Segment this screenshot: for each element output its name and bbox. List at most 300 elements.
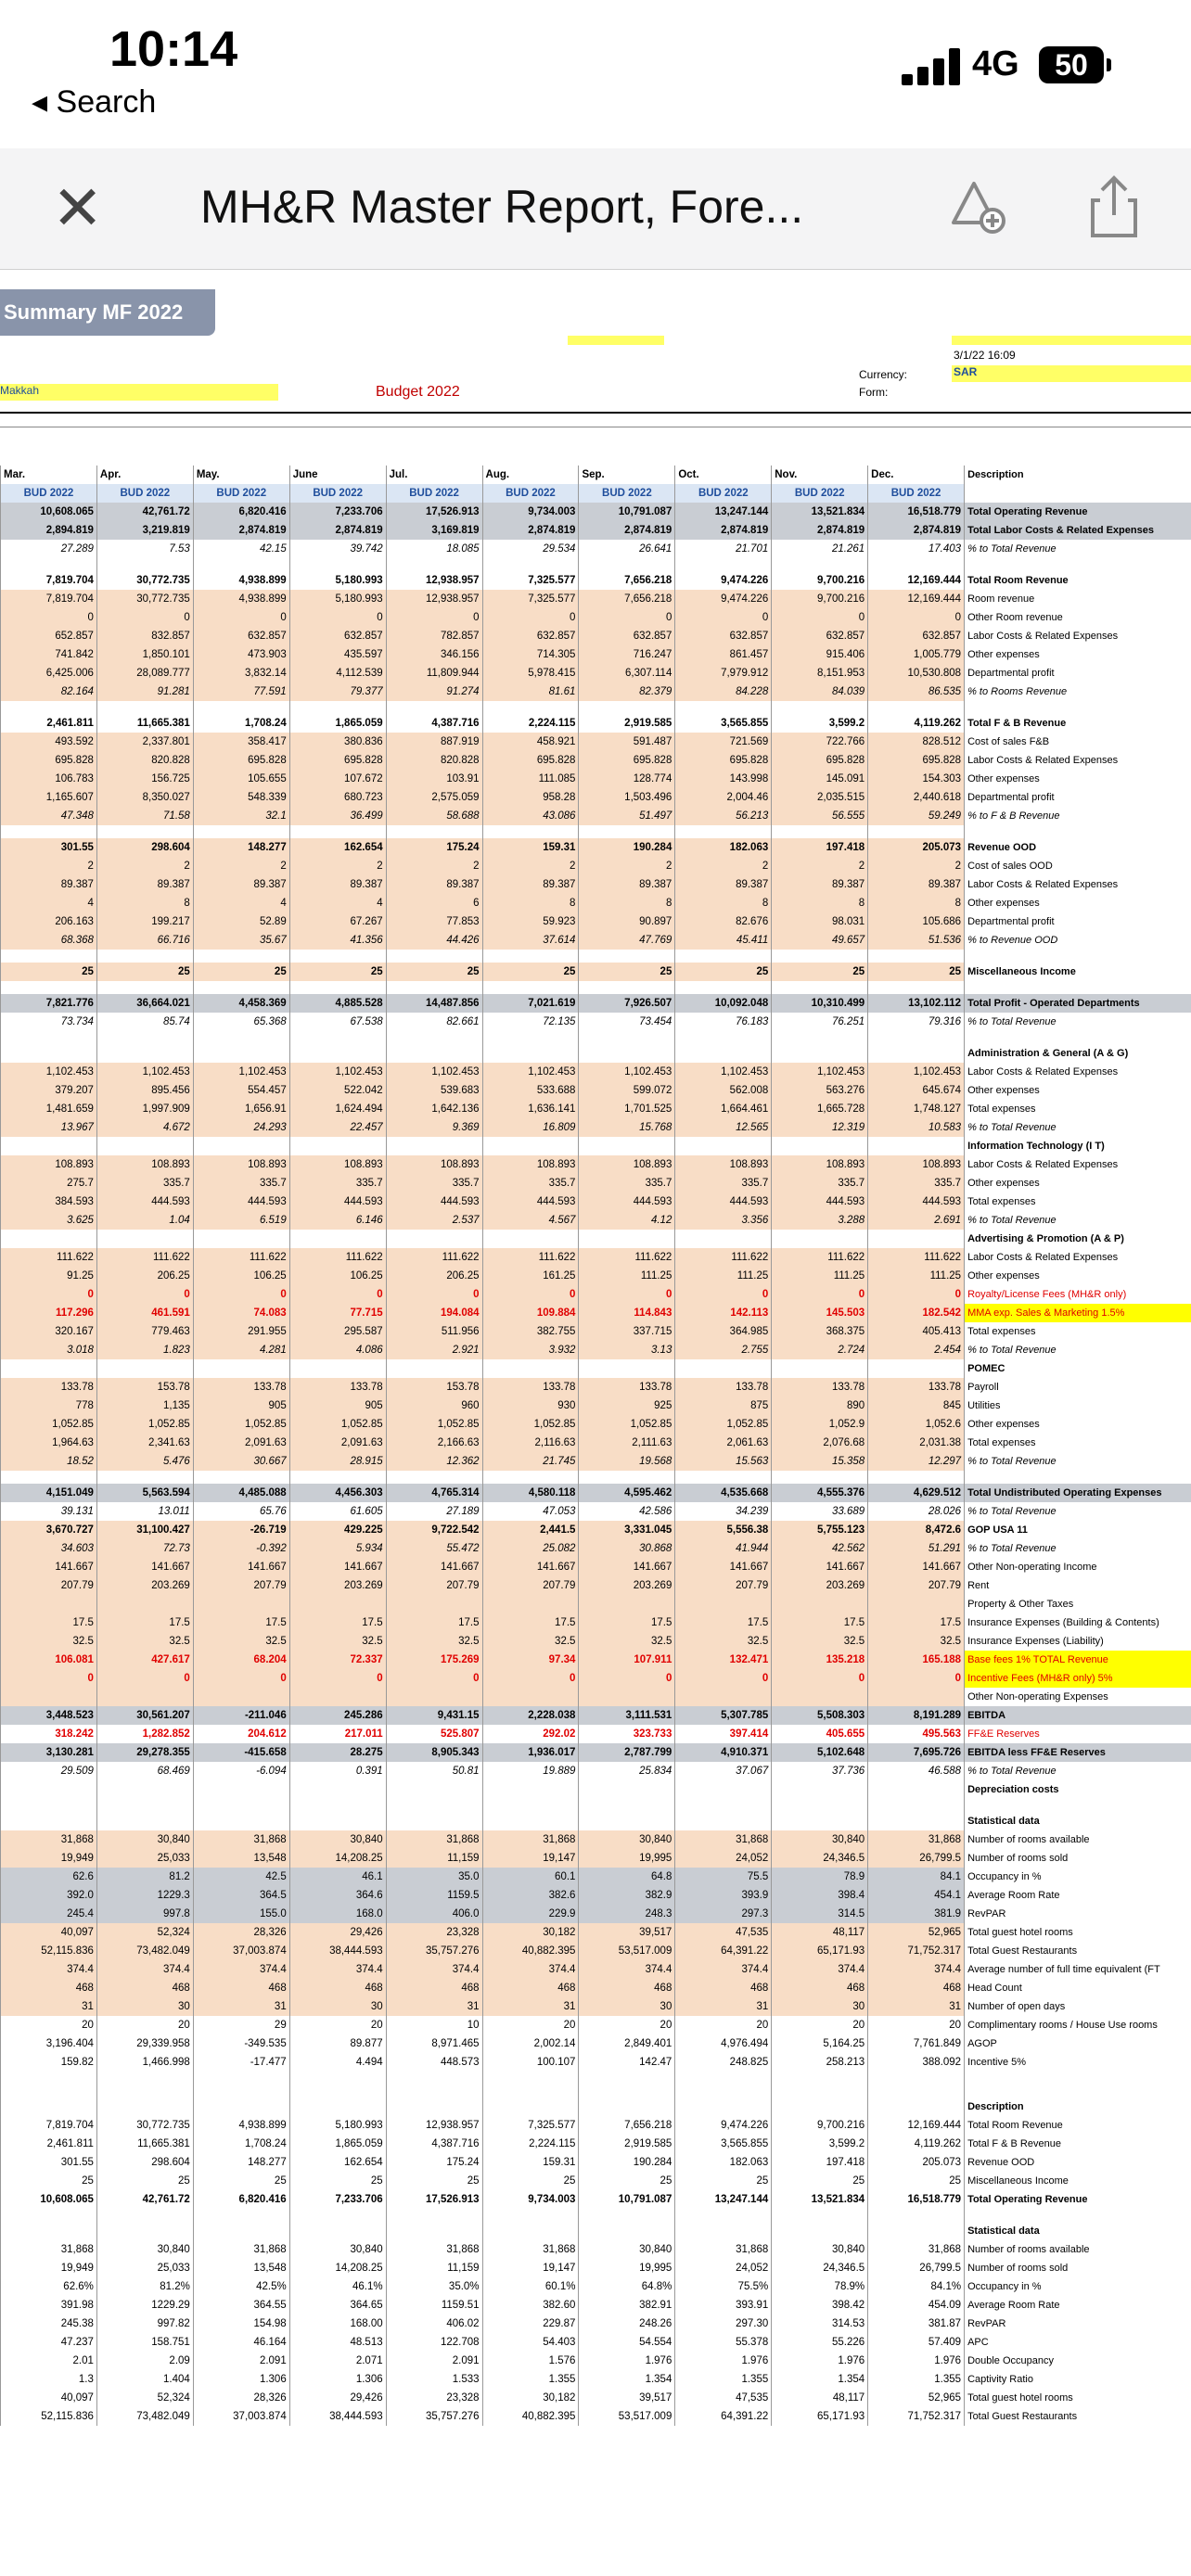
table-cell: 85.74: [96, 1013, 193, 1031]
blank-cell: [579, 950, 675, 963]
blank-cell: [675, 950, 772, 963]
table-cell: 9,700.216: [772, 2116, 868, 2135]
table-cell: 64,391.22: [675, 2407, 772, 2426]
budget-column-label: BUD 2022: [386, 484, 482, 503]
table-cell: 599.072: [579, 1081, 675, 1100]
table-cell: 632.857: [579, 627, 675, 645]
table-cell: 72.135: [482, 1013, 579, 1031]
table-cell: 1,701.525: [579, 1100, 675, 1118]
table-cell: 133.78: [579, 1378, 675, 1396]
table-cell: 1.04: [96, 1211, 193, 1230]
table-cell: 161.25: [482, 1267, 579, 1285]
table-cell: 405.655: [772, 1725, 868, 1743]
close-icon[interactable]: ✕: [52, 173, 104, 242]
table-cell: 25: [579, 2172, 675, 2190]
table-row: [1, 1452, 1191, 1471]
table-cell: 111.622: [289, 1248, 386, 1267]
blank-cell: [965, 2085, 1191, 2098]
blank-cell: [675, 1799, 772, 1812]
table-cell: 31: [193, 1997, 289, 2016]
table-cell: 133.78: [193, 1378, 289, 1396]
table-cell: 25: [675, 2172, 772, 2190]
table-row: [1, 1248, 1191, 1267]
table-cell: [482, 1595, 579, 1613]
table-cell: 429.225: [289, 1521, 386, 1539]
table-cell: 1,102.453: [1, 1063, 97, 1081]
blank-cell: [579, 1031, 675, 1044]
blank-cell: [193, 1031, 289, 1044]
table-cell: 29,339.958: [96, 2034, 193, 2053]
table-row: [1, 1905, 1191, 1923]
table-cell: 17.5: [1, 1613, 97, 1632]
blank-row: [1, 2072, 1191, 2085]
table-cell: 78.9: [772, 1868, 868, 1886]
blank-cell: [482, 825, 579, 838]
table-cell: 905: [193, 1396, 289, 1415]
table-cell: 695.828: [1, 751, 97, 770]
table-cell: 820.828: [96, 751, 193, 770]
table-cell: 8,350.027: [96, 788, 193, 807]
table-cell: 382.755: [482, 1322, 579, 1341]
row-description: Occupancy in %: [965, 2277, 1191, 2296]
table-cell: 17.5: [193, 1613, 289, 1632]
blank-cell: [965, 2209, 1191, 2222]
table-cell: 314.53: [772, 2315, 868, 2333]
row-description: GOP USA 11: [965, 1521, 1191, 1539]
table-cell: 314.5: [772, 1905, 868, 1923]
table-cell: 25: [193, 2172, 289, 2190]
share-icon[interactable]: [1082, 174, 1146, 239]
table-cell: 6: [386, 894, 482, 912]
table-row: [1, 788, 1191, 807]
table-cell: [96, 1044, 193, 1063]
spreadsheet-viewer[interactable]: [0, 284, 1191, 2576]
table-cell: 52,324: [96, 1923, 193, 1942]
table-cell: 133.78: [482, 1378, 579, 1396]
table-cell: 106.25: [193, 1267, 289, 1285]
table-cell: [96, 1595, 193, 1613]
table-cell: 13,548: [193, 1849, 289, 1868]
table-cell: 3,169.819: [386, 521, 482, 540]
table-cell: 30,840: [96, 2240, 193, 2259]
blank-cell: [772, 2072, 868, 2085]
table-cell: 632.857: [868, 627, 965, 645]
table-cell: 2: [193, 857, 289, 875]
table-cell: 832.857: [96, 627, 193, 645]
table-cell: 11,665.381: [96, 2135, 193, 2153]
table-cell: 2,919.585: [579, 714, 675, 733]
table-cell: 9,431.15: [386, 1706, 482, 1725]
row-description: % to F & B Revenue: [965, 807, 1191, 825]
top-yellow-field: [568, 336, 664, 345]
budget-column-label: BUD 2022: [289, 484, 386, 503]
table-cell: 1.976: [579, 2352, 675, 2370]
row-description: Other expenses: [965, 645, 1191, 664]
table-cell: 35,757.276: [386, 2407, 482, 2426]
table-row: [1, 1013, 1191, 1031]
table-cell: 133.78: [675, 1378, 772, 1396]
table-cell: 12,938.957: [386, 571, 482, 590]
table-cell: 335.7: [193, 1174, 289, 1192]
table-cell: 0: [386, 1669, 482, 1688]
blank-cell: [482, 558, 579, 571]
table-cell: 207.79: [193, 1576, 289, 1595]
table-cell: 71,752.317: [868, 1942, 965, 1960]
table-cell: 374.4: [482, 1960, 579, 1979]
table-cell: 17.5: [675, 1613, 772, 1632]
table-cell: 78.9%: [772, 2277, 868, 2296]
table-cell: 468: [579, 1979, 675, 1997]
table-cell: 1229.3: [96, 1886, 193, 1905]
table-cell: 25: [772, 2172, 868, 2190]
table-cell: 337.715: [579, 1322, 675, 1341]
table-cell: [675, 1359, 772, 1378]
table-cell: 1,102.453: [386, 1063, 482, 1081]
table-cell: 108.893: [96, 1155, 193, 1174]
table-cell: 64,391.22: [675, 1942, 772, 1960]
table-row: [1, 2240, 1191, 2259]
table-row: [1, 1780, 1191, 1799]
back-to-search-link[interactable]: ◂ Search: [32, 84, 157, 120]
table-cell: 9,474.226: [675, 590, 772, 608]
sheet-tab[interactable]: Summary MF 2022: [0, 289, 215, 336]
table-cell: 48,117: [772, 1923, 868, 1942]
row-description: % to Revenue OOD: [965, 931, 1191, 950]
table-cell: 20: [96, 2016, 193, 2034]
table-cell: 26.641: [579, 540, 675, 558]
table-cell: 1,282.852: [96, 1725, 193, 1743]
table-cell: 108.893: [868, 1155, 965, 1174]
table-cell: 19,949: [1, 1849, 97, 1868]
table-cell: 1,466.998: [96, 2053, 193, 2072]
table-cell: 19,949: [1, 2259, 97, 2277]
table-cell: 0: [868, 1669, 965, 1688]
column-header: Oct.: [675, 465, 772, 484]
table-cell: 3.356: [675, 1211, 772, 1230]
blank-cell: [965, 981, 1191, 994]
table-row: [1, 838, 1191, 857]
table-cell: 1,481.659: [1, 1100, 97, 1118]
table-cell: 1,052.85: [289, 1415, 386, 1434]
table-cell: [96, 1812, 193, 1830]
table-cell: 3,196.404: [1, 2034, 97, 2053]
table-cell: 2.01: [1, 2352, 97, 2370]
table-cell: 29,426: [289, 2389, 386, 2407]
table-cell: 141.667: [1, 1558, 97, 1576]
table-cell: 695.828: [289, 751, 386, 770]
table-cell: 32.5: [482, 1632, 579, 1651]
table-cell: 55.226: [772, 2333, 868, 2352]
table-row: [1, 1539, 1191, 1558]
table-cell: 73.734: [1, 1013, 97, 1031]
table-cell: 135.218: [772, 1651, 868, 1669]
table-cell: 458.921: [482, 733, 579, 751]
table-cell: 5,307.785: [675, 1706, 772, 1725]
table-cell: 34.239: [675, 1502, 772, 1521]
table-cell: 194.084: [386, 1304, 482, 1322]
table-cell: 1,102.453: [772, 1063, 868, 1081]
row-description: Total Profit - Operated Departments: [965, 994, 1191, 1013]
table-cell: 8: [482, 894, 579, 912]
table-cell: [1, 1230, 97, 1248]
table-cell: 67.538: [289, 1013, 386, 1031]
table-cell: 12.297: [868, 1452, 965, 1471]
table-cell: 35,757.276: [386, 1942, 482, 1960]
table-cell: 7,233.706: [289, 2190, 386, 2209]
table-cell: 2,116.63: [482, 1434, 579, 1452]
table-cell: [289, 1780, 386, 1799]
table-cell: 47.053: [482, 1502, 579, 1521]
table-cell: 111.622: [1, 1248, 97, 1267]
table-cell: 297.30: [675, 2315, 772, 2333]
table-cell: 1,165.607: [1, 788, 97, 807]
table-cell: 59.249: [868, 807, 965, 825]
table-cell: [579, 1230, 675, 1248]
row-description: Labor Costs & Related Expenses: [965, 1248, 1191, 1267]
table-cell: 30,840: [772, 1830, 868, 1849]
table-row: [1, 1558, 1191, 1576]
table-cell: 19,995: [579, 2259, 675, 2277]
blank-cell: [193, 701, 289, 714]
table-cell: 30,561.207: [96, 1706, 193, 1725]
row-description: Cost of sales OOD: [965, 857, 1191, 875]
row-description: Rent: [965, 1576, 1191, 1595]
row-description: Miscellaneous Income: [965, 2172, 1191, 2190]
blank-cell: [579, 2085, 675, 2098]
table-cell: 1.404: [96, 2370, 193, 2389]
table-cell: [1, 1688, 97, 1706]
table-cell: 5,563.594: [96, 1484, 193, 1502]
blank-cell: [675, 1031, 772, 1044]
table-cell: 84.1: [868, 1868, 965, 1886]
table-row: [1, 2135, 1191, 2153]
table-cell: 1,964.63: [1, 1434, 97, 1452]
table-cell: 30,182: [482, 1923, 579, 1942]
table-cell: 8,905.343: [386, 1743, 482, 1762]
table-cell: 39.742: [289, 540, 386, 558]
table-cell: 997.82: [96, 2315, 193, 2333]
row-description: POMEC: [965, 1359, 1191, 1378]
table-cell: 89.387: [482, 875, 579, 894]
table-cell: 2,874.819: [675, 521, 772, 540]
table-cell: 82.379: [579, 682, 675, 701]
table-cell: 4,387.716: [386, 2135, 482, 2153]
table-row: [1, 2315, 1191, 2333]
table-cell: 1,135: [96, 1396, 193, 1415]
table-cell: 10,608.065: [1, 2190, 97, 2209]
budget-column-label: BUD 2022: [772, 484, 868, 503]
table-cell: 67.267: [289, 912, 386, 931]
table-cell: 652.857: [1, 627, 97, 645]
blank-cell: [289, 2072, 386, 2085]
blank-cell: [482, 1471, 579, 1484]
table-cell: 2,061.63: [675, 1434, 772, 1452]
blank-cell: [193, 825, 289, 838]
table-cell: 2,031.38: [868, 1434, 965, 1452]
budget-table: [0, 465, 1191, 2426]
table-cell: 190.284: [579, 2153, 675, 2172]
table-cell: 448.573: [386, 2053, 482, 2072]
table-row: [1, 2370, 1191, 2389]
table-cell: 10.583: [868, 1118, 965, 1137]
table-cell: [772, 2222, 868, 2240]
table-cell: [193, 1359, 289, 1378]
table-cell: 2,091.63: [289, 1434, 386, 1452]
table-cell: [579, 1688, 675, 1706]
row-description: Total guest hotel rooms: [965, 2389, 1191, 2407]
row-description: Other expenses: [965, 1415, 1191, 1434]
table-cell: 111.085: [482, 770, 579, 788]
table-cell: 17.5: [579, 1613, 675, 1632]
table-cell: [386, 1780, 482, 1799]
blank-cell: [579, 558, 675, 571]
table-cell: 2.691: [868, 1211, 965, 1230]
table-cell: 132.471: [675, 1651, 772, 1669]
table-cell: 17.403: [868, 540, 965, 558]
table-row: [1, 1484, 1191, 1502]
table-cell: 782.857: [386, 627, 482, 645]
table-cell: 4.12: [579, 1211, 675, 1230]
table-cell: 5,164.25: [772, 2034, 868, 2053]
table-cell: 106.25: [289, 1267, 386, 1285]
blank-cell: [193, 2209, 289, 2222]
table-cell: 468: [96, 1979, 193, 1997]
table-cell: 141.667: [96, 1558, 193, 1576]
budget-label-row: [1, 484, 1191, 503]
table-cell: [772, 1688, 868, 1706]
table-cell: [289, 1812, 386, 1830]
table-cell: 382.91: [579, 2296, 675, 2315]
blank-cell: [675, 558, 772, 571]
table-cell: 374.4: [868, 1960, 965, 1979]
table-cell: [1, 1812, 97, 1830]
table-row: [1, 540, 1191, 558]
table-cell: 10,791.087: [579, 503, 675, 521]
table-cell: 714.305: [482, 645, 579, 664]
table-cell: 175.24: [386, 2153, 482, 2172]
table-cell: [1, 1359, 97, 1378]
row-description: EBITDA: [965, 1706, 1191, 1725]
table-cell: 52,324: [96, 2389, 193, 2407]
table-cell: 5.476: [96, 1452, 193, 1471]
table-cell: 16,518.779: [868, 2190, 965, 2209]
table-cell: 320.167: [1, 1322, 97, 1341]
table-cell: 117.296: [1, 1304, 97, 1322]
blank-cell: [579, 2209, 675, 2222]
table-cell: 335.7: [579, 1174, 675, 1192]
table-cell: 108.893: [1, 1155, 97, 1174]
table-cell: 2,002.14: [482, 2034, 579, 2053]
table-cell: 0: [1, 608, 97, 627]
table-cell: 148.277: [193, 2153, 289, 2172]
table-cell: 153.78: [96, 1378, 193, 1396]
row-description: Captivity Ratio: [965, 2370, 1191, 2389]
table-row: [1, 2222, 1191, 2240]
table-row: [1, 1886, 1191, 1905]
table-cell: -17.477: [193, 2053, 289, 2072]
table-cell: [1, 2098, 97, 2116]
table-cell: [579, 1137, 675, 1155]
table-cell: 168.0: [289, 1905, 386, 1923]
table-cell: 13,247.144: [675, 503, 772, 521]
table-cell: 4,580.118: [482, 1484, 579, 1502]
table-cell: 16.809: [482, 1118, 579, 1137]
table-row: [1, 807, 1191, 825]
table-cell: 695.828: [193, 751, 289, 770]
table-cell: 48.513: [289, 2333, 386, 2352]
report-date: 3/1/22 16:09: [954, 349, 1016, 362]
table-cell: -415.658: [193, 1743, 289, 1762]
table-row: [1, 1378, 1191, 1396]
row-description: Depreciation costs: [965, 1780, 1191, 1799]
table-cell: [868, 1359, 965, 1378]
table-cell: 374.4: [96, 1960, 193, 1979]
table-row: [1, 751, 1191, 770]
table-cell: 33.689: [772, 1502, 868, 1521]
table-cell: [193, 1230, 289, 1248]
row-description: Total F & B Revenue: [965, 2135, 1191, 2153]
table-cell: 25: [675, 963, 772, 981]
table-cell: 1,624.494: [289, 1100, 386, 1118]
table-cell: 84.1%: [868, 2277, 965, 2296]
row-description: Cost of sales F&B: [965, 733, 1191, 751]
table-cell: 72.73: [96, 1539, 193, 1558]
table-cell: 2,874.819: [579, 521, 675, 540]
table-cell: 2,224.115: [482, 2135, 579, 2153]
table-cell: 10,791.087: [579, 2190, 675, 2209]
table-cell: 1,052.85: [579, 1415, 675, 1434]
blank-cell: [675, 981, 772, 994]
table-cell: 4,119.262: [868, 714, 965, 733]
blank-cell: [965, 1799, 1191, 1812]
table-cell: 22.457: [289, 1118, 386, 1137]
table-cell: 7,325.577: [482, 2116, 579, 2135]
table-cell: 695.828: [868, 751, 965, 770]
table-cell: 1,102.453: [579, 1063, 675, 1081]
table-cell: 1.354: [579, 2370, 675, 2389]
table-cell: 12,169.444: [868, 571, 965, 590]
table-cell: 2.755: [675, 1341, 772, 1359]
budget-column-label: BUD 2022: [675, 484, 772, 503]
description-header: Description: [965, 465, 1191, 484]
row-description: % to Total Revenue: [965, 1502, 1191, 1521]
table-cell: 7,821.776: [1, 994, 97, 1013]
table-cell: 46.1%: [289, 2277, 386, 2296]
table-cell: 30,840: [579, 1830, 675, 1849]
table-cell: 20: [1, 2016, 97, 2034]
table-cell: 77.715: [289, 1304, 386, 1322]
table-cell: [675, 1230, 772, 1248]
table-cell: 393.9: [675, 1886, 772, 1905]
blank-cell: [193, 2085, 289, 2098]
table-cell: 5,508.303: [772, 1706, 868, 1725]
table-cell: 19.568: [579, 1452, 675, 1471]
table-row: [1, 590, 1191, 608]
table-cell: [579, 1812, 675, 1830]
table-cell: 42,761.72: [96, 2190, 193, 2209]
table-cell: 444.593: [289, 1192, 386, 1211]
blank-cell: [579, 701, 675, 714]
table-cell: 4,976.494: [675, 2034, 772, 2053]
markup-icon[interactable]: [946, 174, 1011, 239]
table-cell: 632.857: [772, 627, 868, 645]
table-cell: 24,346.5: [772, 2259, 868, 2277]
table-cell: 1.976: [868, 2352, 965, 2370]
blank-cell: [386, 981, 482, 994]
blank-row: [1, 2085, 1191, 2098]
table-cell: 1,102.453: [289, 1063, 386, 1081]
table-cell: 29.509: [1, 1762, 97, 1780]
